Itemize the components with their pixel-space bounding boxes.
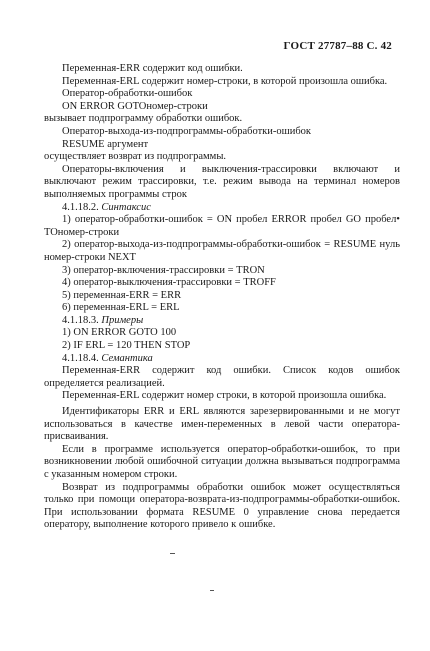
section-title: Примеры [101,314,144,326]
section-title: Синтаксис [101,201,151,213]
section-heading-syntax [44,202,400,215]
section-title: Семантика [101,352,153,364]
paragraph: Переменная-ERR содержит код ошибки. Список кодов ошибок определяется реализацией. [44,365,400,389]
scan-speck [170,553,175,554]
syntax-rule: 2) оператор-выхода-из-подпрограммы-обработки-ошибок = RESUME нуль номер-строки NEXT [44,239,400,263]
paragraph: Если в программе используется оператор-обработки-ошибок, то при возникновении любой ошибочной ситуации должна вызываться подпрограмма с указанным номером строки. [44,443,400,480]
paragraph: осуществляет возврат из подпрограммы. [44,151,227,163]
syntax-rule: 1) оператор-обработки-ошибок = ON пробел ERROR пробел GO пробел• TOномер-строки [44,214,400,238]
code-line: RESUME аргумент [62,138,149,150]
paragraph: Возврат из подпрограммы обработки ошибок может осуществляться только при помощи оператора-возврата-из-подпрограммы-обработки-ошибок. При использовании формата RESUME 0 управление снова передается оператору, выполнение которого привело к ошибке. [44,481,400,531]
page-header: ГОСТ 27787–88 С. 42 [283,40,392,52]
syntax-rule: 6) переменная-ERL = ERL [62,302,180,314]
section-number: 4.1.18.3. [62,314,99,326]
syntax-rule: 4) оператор-выключения-трассировки = TROFF [62,277,276,289]
section-number: 4.1.18.2. [62,201,99,213]
syntax-rule: 3) оператор-включения-трассировки = TRON [62,264,265,276]
paragraph: вызывает подпрограмму обработки ошибок. [44,113,243,125]
paragraph: Переменная-ERL содержит номер-строки, в которой произошла ошибка. [62,75,388,87]
page-body [44,63,400,532]
section-heading-examples [44,315,400,328]
paragraph: Переменная-ERL содержит номер строки, в которой произошла ошибка. [62,390,387,402]
paragraph: Оператор-обработки-ошибок [62,88,193,100]
code-line: ON ERROR GOTOномер-строки [62,100,208,112]
example-line: 1) ON ERROR GOTO 100 [62,327,177,339]
section-heading-semantics [44,353,400,366]
scan-speck [210,590,214,591]
paragraph: Оператор-выхода-из-подпрограммы-обработки-ошибок [62,125,312,137]
paragraph: Переменная-ERR содержит код ошибки. [62,63,243,74]
section-number: 4.1.18.4. [62,352,99,364]
paragraph: Операторы-включения и выключения-трассировки включают и выключают режим трассировки, т.е. режим вывода на терминал номеров выполняемых программы строк [44,163,400,200]
syntax-rule: 5) переменная-ERR = ERR [62,289,182,301]
example-line: 2) IF ERL = 120 THEN STOP [62,340,191,352]
paragraph: Идентификаторы ERR и ERL являются зарезервированными и не могут использоваться в качестве имен-переменных в левой части оператора-присваивания. [44,406,400,443]
